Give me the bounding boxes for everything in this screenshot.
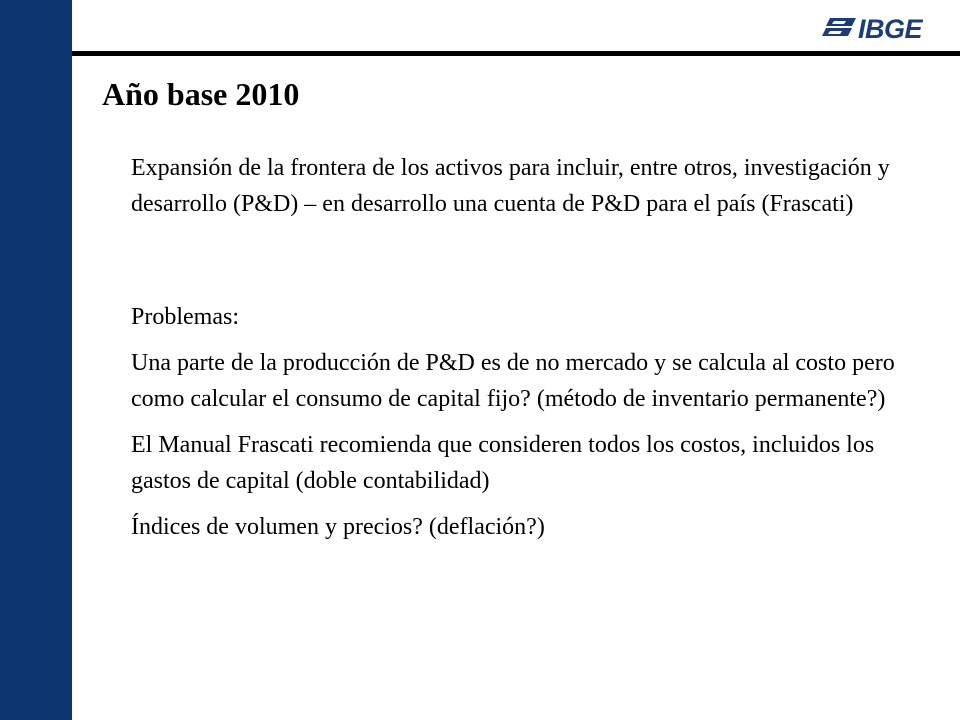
intro-paragraph: Expansión de la frontera de los activos para incluir, entre otros, investigación y desarrollo (P&D) – en desarrollo una cuenta de P&D para el país (Frascati) (131, 155, 890, 217)
logo-text: IBGE (858, 14, 923, 44)
problem-item: Una parte de la producción de P&D es de no mercado y se calcula al costo pero como calcular el consumo de capital fijo? (método de inventario permanente?) (131, 350, 895, 412)
ibge-logo (822, 14, 942, 44)
problems-heading: Problemas: (131, 304, 239, 330)
problem-item: Índices de volumen y precios? (deflación?) (131, 514, 545, 540)
problem-item: El Manual Frascati recomienda que consideren todos los costos, incluidos los gastos de capital (doble contabilidad) (131, 432, 875, 494)
slide-body (131, 150, 931, 555)
sidebar-bar (0, 0, 72, 720)
ibge-logo-icon (822, 16, 856, 42)
slide-title: Año base 2010 (102, 76, 300, 112)
header-rule (72, 51, 960, 56)
